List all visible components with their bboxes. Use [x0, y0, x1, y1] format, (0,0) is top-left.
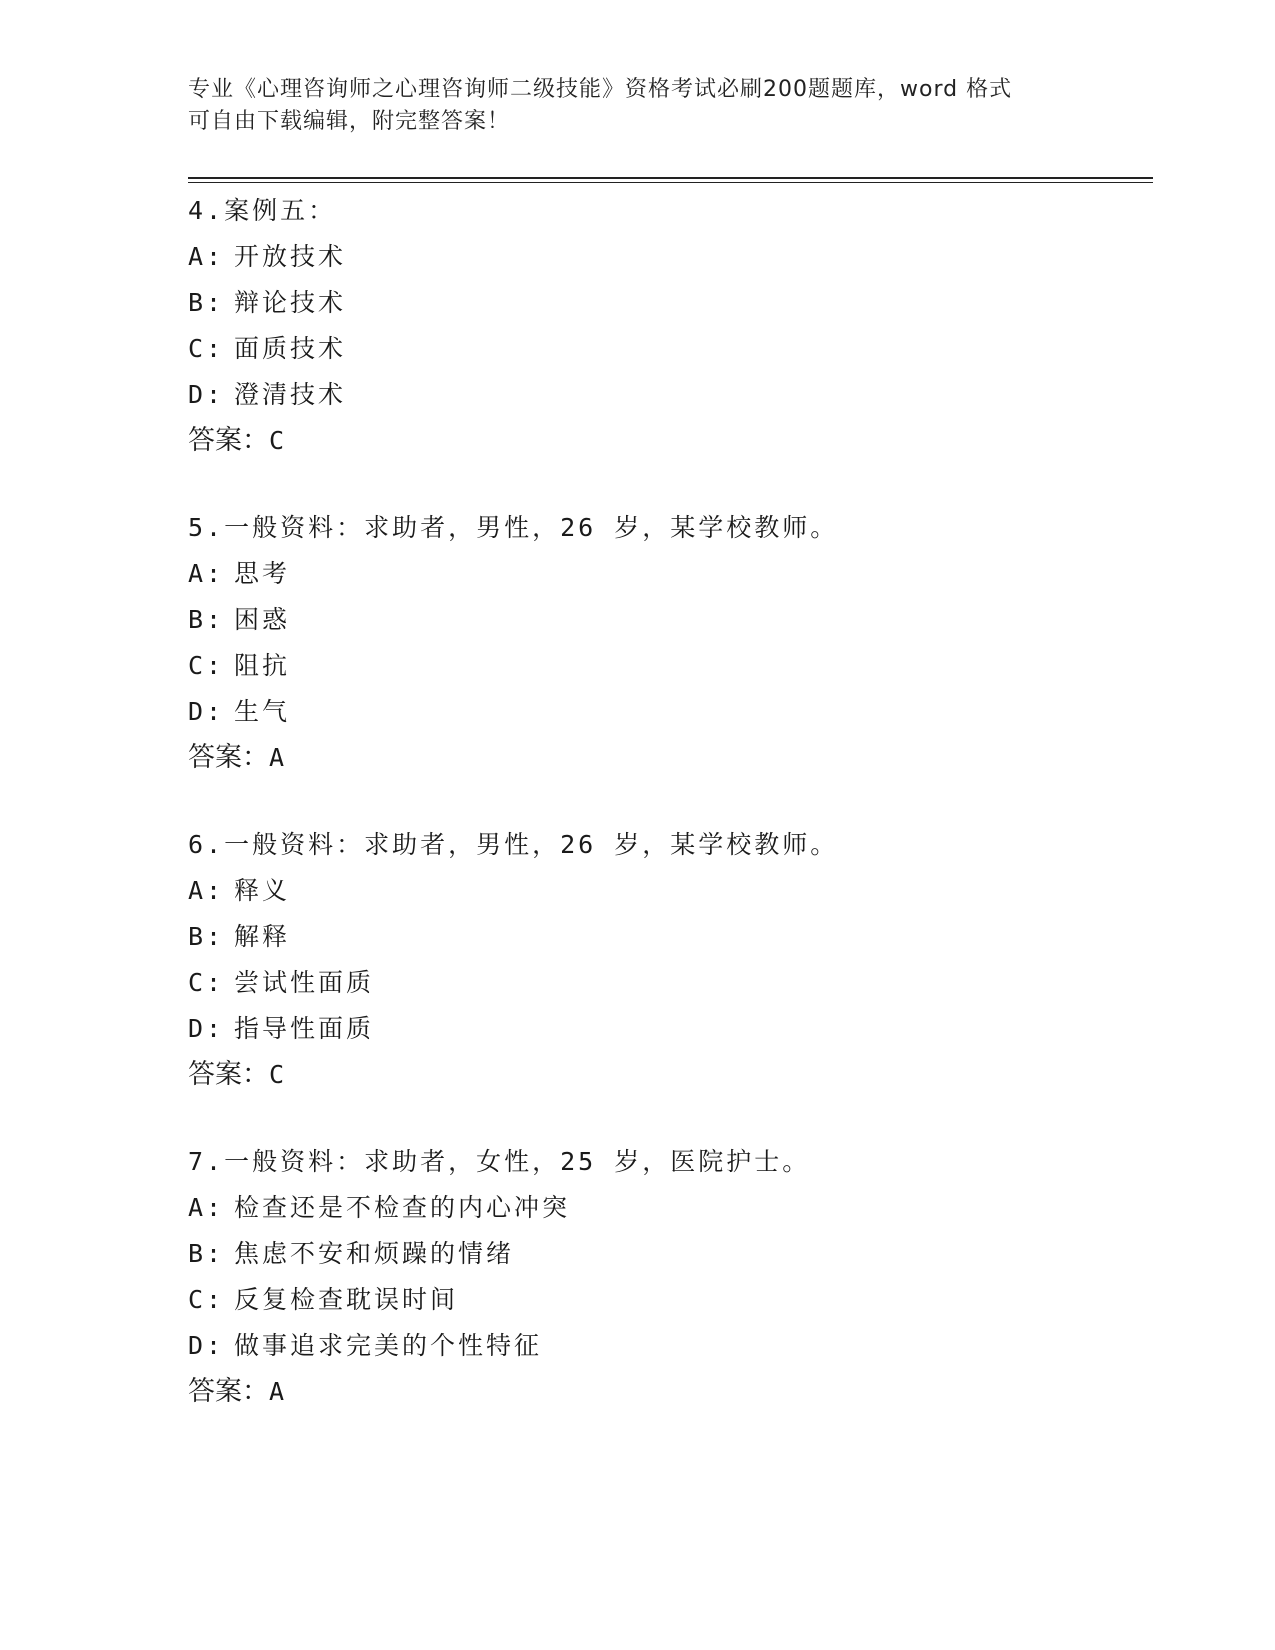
answer-label: 答案： [188, 1376, 269, 1407]
option-d [188, 1323, 1148, 1369]
answer-label: 答案： [188, 1059, 269, 1090]
answer-value: C [269, 1060, 285, 1089]
answer-line [188, 418, 1148, 464]
option-c [188, 1277, 1148, 1323]
option-key: D: [188, 380, 225, 409]
question-list [188, 188, 1148, 1456]
option-d [188, 1006, 1148, 1052]
option-key: A: [188, 1193, 225, 1222]
question-6 [188, 822, 1148, 1098]
option-text: 开放技术 [234, 242, 347, 271]
option-c [188, 960, 1148, 1006]
option-text: 尝试性面质 [234, 968, 375, 997]
option-b [188, 1231, 1148, 1277]
answer-value: A [269, 1377, 285, 1406]
option-key: C: [188, 651, 225, 680]
answer-line [188, 1369, 1148, 1415]
option-key: B: [188, 922, 225, 951]
option-text: 焦虑不安和烦躁的情绪 [234, 1239, 515, 1268]
option-d [188, 372, 1148, 418]
option-key: B: [188, 605, 225, 634]
question-title: 4.案例五： [188, 196, 337, 225]
option-text: 面质技术 [234, 334, 347, 363]
option-a [188, 868, 1148, 914]
header-line-2: 可自由下载编辑，附完整答案！ [188, 109, 511, 134]
option-key: A: [188, 559, 225, 588]
answer-line [188, 735, 1148, 781]
option-text: 生气 [234, 697, 291, 726]
question-4 [188, 188, 1148, 464]
option-key: D: [188, 1014, 225, 1043]
option-key: A: [188, 876, 225, 905]
document-header [188, 74, 1088, 138]
option-key: B: [188, 1239, 225, 1268]
option-key: B: [188, 288, 225, 317]
option-b [188, 280, 1148, 326]
option-key: A: [188, 242, 225, 271]
option-text: 阻抗 [234, 651, 291, 680]
option-a [188, 551, 1148, 597]
answer-line [188, 1052, 1148, 1098]
header-divider-thick [188, 177, 1153, 179]
question-title: 7.一般资料：求助者，女性，25 岁，医院护士。 [188, 1147, 811, 1176]
option-text: 思考 [234, 559, 291, 588]
option-text: 做事追求完美的个性特征 [234, 1331, 543, 1360]
question-title: 6.一般资料：求助者，男性，26 岁，某学校教师。 [188, 830, 839, 859]
header-line-1: 专业《心理咨询师之心理咨询师二级技能》资格考试必刷200题题库，word 格式 [188, 77, 1013, 102]
option-b [188, 914, 1148, 960]
option-b [188, 597, 1148, 643]
option-a [188, 234, 1148, 280]
option-key: D: [188, 697, 225, 726]
option-d [188, 689, 1148, 735]
question-title: 5.一般资料：求助者，男性，26 岁，某学校教师。 [188, 513, 839, 542]
option-text: 澄清技术 [234, 380, 347, 409]
option-text: 指导性面质 [234, 1014, 375, 1043]
option-text: 释义 [234, 876, 291, 905]
answer-value: A [269, 743, 285, 772]
option-text: 辩论技术 [234, 288, 347, 317]
option-text: 检查还是不检查的内心冲突 [234, 1193, 571, 1222]
question-5 [188, 505, 1148, 781]
option-key: C: [188, 1285, 225, 1314]
option-key: C: [188, 334, 225, 363]
option-key: D: [188, 1331, 225, 1360]
answer-label: 答案： [188, 742, 269, 773]
option-c [188, 643, 1148, 689]
option-a [188, 1185, 1148, 1231]
answer-value: C [269, 426, 285, 455]
header-divider-thin [188, 182, 1153, 183]
question-7 [188, 1139, 1148, 1415]
option-text: 困惑 [234, 605, 291, 634]
answer-label: 答案： [188, 425, 269, 456]
option-text: 解释 [234, 922, 291, 951]
option-key: C: [188, 968, 225, 997]
option-c [188, 326, 1148, 372]
option-text: 反复检查耽误时间 [234, 1285, 459, 1314]
